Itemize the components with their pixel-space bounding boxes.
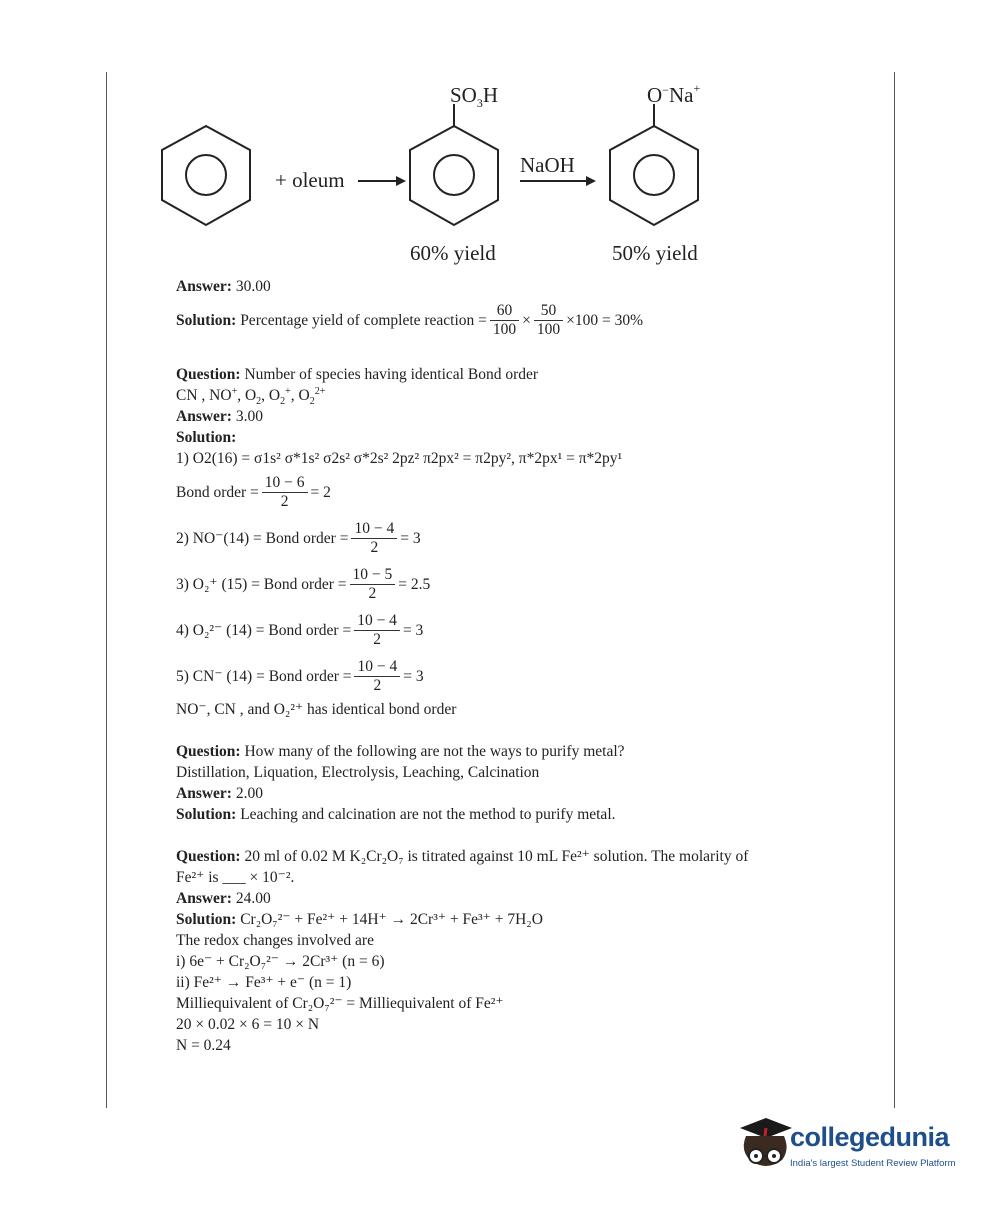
logo-wordmark: collegedunia (790, 1122, 950, 1152)
reaction-scheme (160, 80, 760, 270)
q3-answer: Answer: 2.00 (176, 785, 263, 802)
q4-answer: Answer: 24.00 (176, 890, 271, 907)
reagent-naoh: NaOH (520, 153, 575, 177)
q3-question: Question: How many of the following are not the ways to purify metal? (176, 743, 625, 760)
q2-row-4: 4) O₂²⁻ (14) = Bond order = $\frac{10 - 4}{2}$ = 3 (176, 611, 424, 648)
benzene-ring-1 (162, 126, 250, 225)
q2-solution-label: Solution: (176, 429, 237, 446)
q1-answer: Answer: 30.00 (176, 278, 271, 295)
q2-config: 1) O2(16) = σ1s² σ*1s² σ2s² σ*2s² 2pz² π2px² = π2py², π*2px¹ = π*2py¹ (176, 450, 623, 467)
q4-line-5: 20 × 0.02 × 6 = 10 × N (176, 1016, 320, 1033)
q2-row-5: 5) CN⁻ (14) = Bond order = $\frac{10 - 4}{2}$ = 3 (176, 657, 424, 694)
q4-line-6: N = 0.24 (176, 1037, 231, 1054)
benzene-ring-2 (410, 104, 498, 225)
q2-question: Question: Number of species having identical Bond order (176, 366, 539, 383)
q2-row-2: 2) NO⁻(14) = Bond order = $\frac{10 - 4}{2}$ = 3 (176, 519, 421, 556)
mascot-icon (740, 1118, 792, 1166)
q4-question-cont: Fe²⁺ is ___ × 10⁻². (176, 869, 295, 886)
sulfonic-group: $SO_3H$ (450, 83, 499, 110)
yield-50: 50% yield (612, 241, 698, 265)
yield-60: 60% yield (410, 241, 496, 265)
right-margin-rule (894, 72, 895, 1108)
left-margin-rule (106, 72, 107, 1108)
arrow-2 (520, 176, 596, 186)
q4-line-4: Milliequivalent of Cr₂O₇²⁻ = Milliequivalent of Fe²⁺ (176, 995, 504, 1012)
q4-solution: Solution: Cr₂O₇²⁻ + Fe²⁺ + 14H⁺ → 2Cr³⁺ + Fe³⁺ + 7H₂O (176, 911, 543, 928)
logo-tagline: India's largest Student Review Platform (790, 1158, 956, 1169)
q2-answer: Answer: 3.00 (176, 408, 263, 425)
q3-solution: Solution: Leaching and calcination are not the method to purify metal. (176, 806, 616, 823)
q1-solution: Solution: Percentage yield of complete reaction = $\frac{60}{100}$ × $\frac{50}{100}$ ×100 = 30% (176, 301, 644, 338)
benzene-ring-3 (610, 104, 698, 225)
fraction-50-100: $\frac{50}{100}$ (534, 302, 563, 339)
q2-bond-order-1: Bond order = $\frac{10 - 6}{2}$ = 2 (176, 473, 331, 510)
q3-options: Distillation, Liquation, Electrolysis, Leaching, Calcination (176, 764, 540, 781)
q4-line-1: The redox changes involved are (176, 932, 374, 949)
arrow-1 (358, 176, 406, 186)
page-content (176, 276, 866, 1056)
q2-conclusion: NO⁻, CN , and O₂²⁺ has identical bond order (176, 701, 457, 718)
q4-question: Question: 20 ml of 0.02 M K₂Cr₂O₇ is titrated against 10 mL Fe²⁺ solution. The molarity of (176, 848, 749, 865)
phenoxide-group: O−Na+ (647, 81, 701, 107)
q2-row-3: 3) O₂⁺ (15) = Bond order = $\frac{10 - 5}{2}$ = 2.5 (176, 565, 431, 602)
reagent-oleum: + oleum (275, 168, 345, 192)
q2-species: CN , NO+, $O_2$, $O_2^+$, $O_2^{2+}$ (176, 385, 326, 408)
q4-line-2: i) 6e⁻ + Cr₂O₇²⁻ → 2Cr³⁺ (n = 6) (176, 953, 385, 970)
fraction-60-100: $\frac{60}{100}$ (490, 302, 519, 339)
q4-line-3: ii) Fe²⁺ → Fe³⁺ + e⁻ (n = 1) (176, 974, 352, 991)
